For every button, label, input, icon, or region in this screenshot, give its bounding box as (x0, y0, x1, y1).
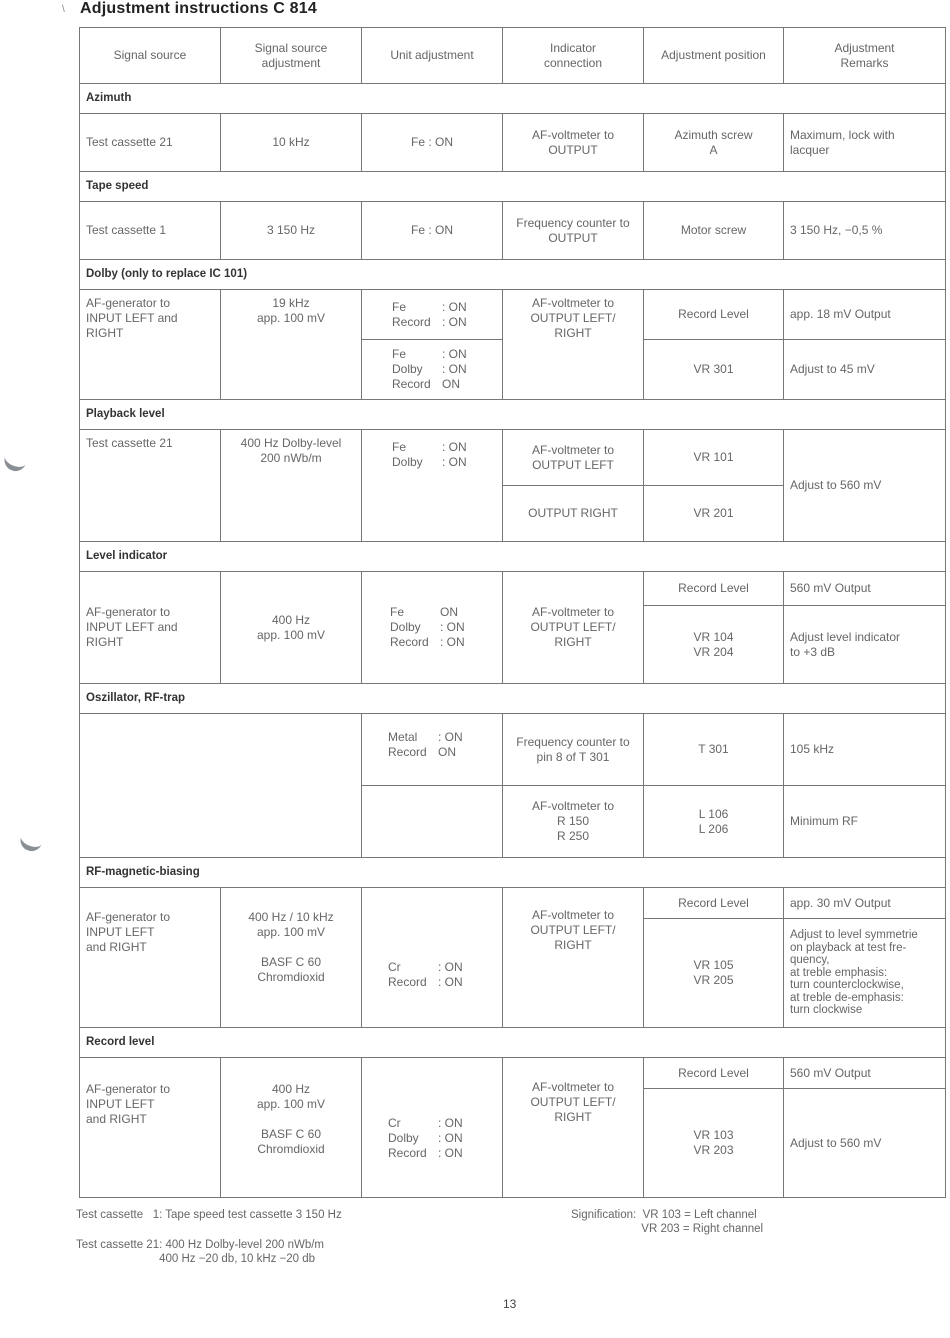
adjustment-table (79, 27, 946, 1198)
indicator-cell: AF-voltmeter to OUTPUT LEFT/ RIGHT (503, 290, 644, 400)
remarks-cell: Adjust to level symmetrie on playback at test fre- quency, at treble emphasis: turn counterclockwise, at treble de-emphasis: turn clockwise (784, 919, 946, 1028)
source-adjustment-cell: 19 kHz app. 100 mV (221, 290, 362, 400)
footnote-signification: Signification: VR 103 = Left channel VR 203 = Right channel (571, 1209, 764, 1235)
unit-adjustment-cell (362, 888, 503, 1028)
corner-mark: \ (62, 4, 65, 15)
position-cell: VR 104 VR 204 (644, 606, 784, 684)
indicator-cell: AF-voltmeter to R 150 R 250 (503, 786, 644, 858)
position-cell: Record Level (644, 290, 784, 340)
section-title-oscillator: Oszillator, RF-trap (80, 684, 946, 714)
remarks-cell: 560 mV Output (784, 572, 946, 606)
unit-label: Metal (388, 730, 418, 744)
source-adjustment-cell: 10 kHz (221, 114, 362, 172)
unit-label: Dolby (388, 1131, 419, 1145)
page-title: Adjustment instructions C 814 (80, 0, 317, 17)
unit-label: Fe (392, 347, 407, 361)
indicator-cell: AF-voltmeter to OUTPUT LEFT (503, 430, 644, 486)
header-adjustment-remarks: Adjustment Remarks (784, 28, 946, 84)
remarks-cell: Adjust level indicator to +3 dB (784, 606, 946, 684)
unit-label: Fe (392, 440, 407, 454)
unit-adjustment-cell (362, 572, 503, 684)
section-title-level-indicator: Level indicator (80, 542, 946, 572)
header-indicator-connection: Indicator connection (503, 28, 644, 84)
section-title-rf-biasing: RF-magnetic-biasing (80, 858, 946, 888)
section-title-azimuth: Azimuth (80, 84, 946, 114)
position-cell: Record Level (644, 1058, 784, 1089)
binder-mark (1, 449, 28, 474)
position-cell: Azimuth screw A (644, 114, 784, 172)
unit-adjustment-cell (362, 430, 503, 542)
position-cell: VR 301 (644, 340, 784, 400)
header-unit-adjustment: Unit adjustment (362, 28, 503, 84)
unit-label: Fe (392, 299, 407, 314)
remarks-cell: 3 150 Hz, −0,5 % (784, 202, 946, 260)
position-cell: L 106 L 206 (644, 786, 784, 858)
signal-source-cell: AF-generator to INPUT LEFT and RIGHT (80, 888, 221, 1028)
remarks-cell: 105 kHz (784, 714, 946, 786)
remarks-cell: Adjust to 560 mV (784, 430, 946, 542)
indicator-cell: AF-voltmeter to OUTPUT LEFT/ RIGHT (503, 1058, 644, 1198)
remarks-cell: app. 30 mV Output (784, 888, 946, 919)
unit-value: : ON (438, 1146, 463, 1160)
unit-label: Record (392, 314, 431, 329)
unit-label: Cr (388, 1116, 401, 1130)
unit-value: : ON (438, 730, 463, 744)
unit-label: Dolby (390, 620, 421, 634)
unit-adjustment-cell (362, 290, 503, 340)
unit-value: : ON (438, 1131, 463, 1145)
position-cell: Record Level (644, 888, 784, 919)
remarks-cell: Maximum, lock with lacquer (784, 114, 946, 172)
position-cell: VR 201 (644, 486, 784, 542)
signal-source-cell: AF-generator to INPUT LEFT and RIGHT (80, 290, 221, 400)
remarks-cell: Minimum RF (784, 786, 946, 858)
footnote-test-cassette-1: Test cassette 1: Tape speed test cassette 3 150 Hz (76, 1209, 342, 1221)
signal-source-cell: Test cassette 21 (80, 114, 221, 172)
signal-source-cell: Test cassette 1 (80, 202, 221, 260)
unit-value: : ON (438, 1116, 463, 1130)
unit-label: Record (388, 975, 427, 989)
position-cell: Record Level (644, 572, 784, 606)
unit-label: Record (390, 635, 429, 649)
unit-label: Record (392, 377, 431, 391)
table-row (80, 714, 946, 786)
position-cell: VR 101 (644, 430, 784, 486)
unit-label: Dolby (392, 362, 423, 376)
position-cell: T 301 (644, 714, 784, 786)
header-signal-source: Signal source (80, 28, 221, 84)
section-title-record-level: Record level (80, 1028, 946, 1058)
unit-label: Record (388, 745, 427, 759)
indicator-cell: OUTPUT RIGHT (503, 486, 644, 542)
table-row (80, 290, 946, 340)
source-adjustment-cell: 400 Hz / 10 kHz app. 100 mV BASF C 60 Chromdioxid (221, 888, 362, 1028)
unit-adjustment-cell (362, 786, 503, 858)
unit-label: Dolby (392, 455, 423, 469)
remarks-cell: app. 18 mV Output (784, 290, 946, 340)
indicator-cell: Frequency counter to OUTPUT (503, 202, 644, 260)
remarks-cell: 560 mV Output (784, 1058, 946, 1089)
unit-value: : ON (442, 347, 467, 361)
unit-value: : ON (442, 299, 467, 314)
unit-value: ON (442, 377, 460, 391)
header-signal-source-adjustment: Signal source adjustment (221, 28, 362, 84)
unit-adjustment-cell (362, 340, 503, 400)
position-cell: VR 103 VR 203 (644, 1089, 784, 1198)
remarks-cell: Adjust to 560 mV (784, 1089, 946, 1198)
indicator-cell: AF-voltmeter to OUTPUT LEFT/ RIGHT (503, 888, 644, 1028)
unit-value: : ON (438, 960, 463, 974)
source-adjustment-cell: 400 Hz Dolby-level 200 nWb/m (221, 430, 362, 542)
unit-value: : ON (438, 975, 463, 989)
unit-value: : ON (442, 455, 467, 469)
unit-value: : ON (442, 440, 467, 454)
unit-adjustment-cell: Fe : ON (362, 114, 503, 172)
source-adjustment-cell: 400 Hz app. 100 mV BASF C 60 Chromdioxid (221, 1058, 362, 1198)
unit-label: Record (388, 1146, 427, 1160)
section-title-dolby: Dolby (only to replace IC 101) (80, 260, 946, 290)
remarks-cell: Adjust to 45 mV (784, 340, 946, 400)
page-number: 13 (503, 1297, 517, 1311)
signal-source-cell: Test cassette 21 (80, 430, 221, 542)
footnote-test-cassette-21: Test cassette 21: 400 Hz Dolby-level 200 nWb/m 400 Hz −20 db, 10 kHz −20 db (76, 1239, 325, 1265)
unit-adjustment-cell (362, 1058, 503, 1198)
position-cell: VR 105 VR 205 (644, 919, 784, 1028)
unit-adjustment-cell (362, 714, 503, 786)
unit-value: : ON (440, 635, 465, 649)
header-row (80, 28, 946, 84)
indicator-cell: Frequency counter to pin 8 of T 301 (503, 714, 644, 786)
table-row (80, 1058, 946, 1089)
table-row (80, 202, 946, 260)
source-adjustment-cell: 400 Hz app. 100 mV (221, 572, 362, 684)
indicator-cell: AF-voltmeter to OUTPUT LEFT/ RIGHT (503, 572, 644, 684)
signal-source-cell: AF-generator to INPUT LEFT and RIGHT (80, 1058, 221, 1198)
unit-value: ON (438, 745, 456, 759)
source-adjustment-cell: 3 150 Hz (221, 202, 362, 260)
empty-cell (80, 714, 362, 858)
unit-label: Cr (388, 960, 401, 974)
table-row (80, 114, 946, 172)
signal-source-cell: AF-generator to INPUT LEFT and RIGHT (80, 572, 221, 684)
table-row (80, 888, 946, 919)
header-adjustment-position: Adjustment position (644, 28, 784, 84)
unit-value: : ON (442, 362, 467, 376)
table-row (80, 430, 946, 486)
indicator-cell: AF-voltmeter to OUTPUT (503, 114, 644, 172)
unit-label: Fe (390, 605, 405, 619)
section-title-playback-level: Playback level (80, 400, 946, 430)
table-row (80, 572, 946, 606)
binder-mark (17, 829, 44, 854)
position-cell: Motor screw (644, 202, 784, 260)
unit-value: ON (440, 605, 458, 619)
unit-adjustment-cell: Fe : ON (362, 202, 503, 260)
section-title-tape-speed: Tape speed (80, 172, 946, 202)
unit-value: : ON (442, 314, 467, 329)
unit-value: : ON (440, 620, 465, 634)
